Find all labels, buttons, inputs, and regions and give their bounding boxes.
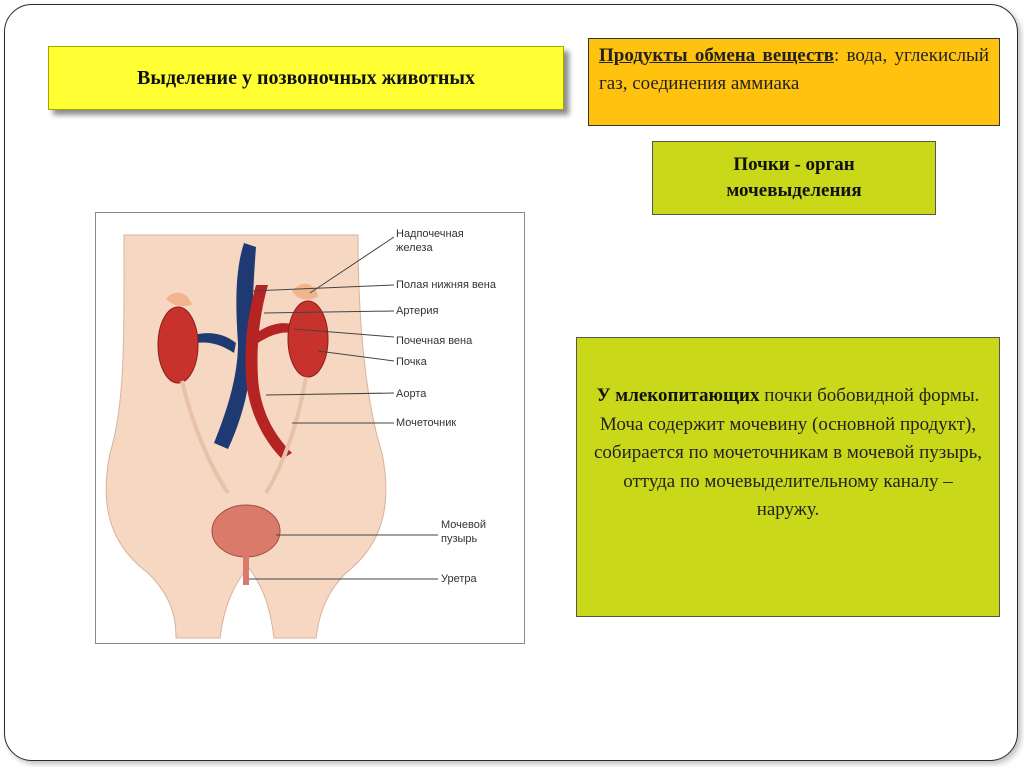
slide-title-text: Выделение у позвоночных животных bbox=[136, 66, 475, 89]
label-adrenal-line1: Надпочечная bbox=[396, 228, 464, 240]
label-urethra: Уретра bbox=[441, 573, 477, 585]
kidney-note-line1: Почки - орган bbox=[733, 154, 855, 175]
urinary-system-figure bbox=[95, 212, 525, 644]
label-bladder-line1: Мочевой bbox=[441, 519, 486, 531]
label-artery: Артерия bbox=[396, 305, 439, 317]
label-vena-cava: Полая нижняя вена bbox=[396, 279, 496, 291]
left-kidney-shape bbox=[158, 307, 198, 383]
products-heading: Продукты обмена веществ bbox=[599, 45, 834, 66]
urethra-shape bbox=[243, 555, 249, 585]
label-ureter: Мочеточник bbox=[396, 417, 457, 429]
label-kidney: Почка bbox=[396, 356, 427, 368]
bladder-shape bbox=[212, 505, 280, 557]
label-bladder-line2: пузырь bbox=[441, 533, 478, 545]
label-aorta: Аорта bbox=[396, 388, 427, 400]
products-colon: : bbox=[833, 45, 840, 66]
products-body: вода, углекислый газ, соединения аммиака bbox=[599, 45, 989, 94]
mammals-lead: У млекопитающих bbox=[596, 385, 760, 406]
label-adrenal-line2: железа bbox=[396, 242, 433, 254]
kidney-note-line2: мочевыделения bbox=[726, 180, 862, 201]
kidney-organ-box bbox=[652, 141, 936, 215]
mammals-body: почки бобовидной формы. Моча содержит мочевину (основной продукт), собирается по мочеточникам в мочевой пузырь, оттуда по мочевыделительному каналу – наружу. bbox=[594, 385, 982, 520]
slide-title bbox=[48, 46, 564, 110]
label-renal-vein: Почечная вена bbox=[396, 335, 473, 347]
label-adrenal bbox=[396, 227, 464, 255]
label-bladder bbox=[441, 518, 486, 546]
mammals-description-box bbox=[576, 337, 1000, 617]
metabolic-products-box bbox=[588, 38, 1000, 126]
